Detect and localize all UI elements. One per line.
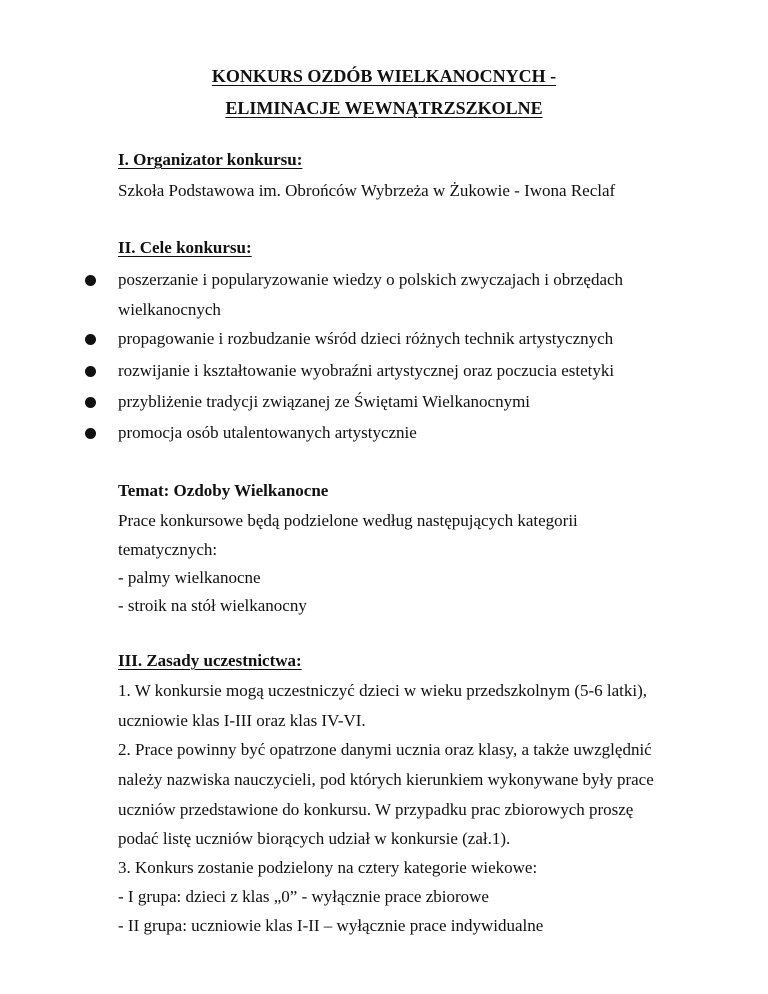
rules-line-1: 1. W konkursie mogą uczestniczyć dzieci w wieku przedszkolnym (5-6 latki),	[118, 681, 648, 700]
rules-line-8: - I grupa: dzieci z klas „0” - wyłącznie prace zbiorowe	[118, 887, 489, 906]
bullet-icon	[85, 428, 96, 439]
rules-line-6: podać listę uczniów biorących udział w konkursie (zał.1).	[118, 829, 511, 848]
goal-item-3: rozwijanie i kształtowanie wyobraźni artystycznej oraz poczucia estetyki	[118, 361, 615, 380]
goal-item-5: promocja osób utalentowanych artystycznie	[118, 423, 417, 442]
document-title-line-1: KONKURS OZDÓB WIELKANOCNYCH -	[211, 66, 557, 86]
document-title-line-2: ELIMINACJE WEWNĄTRZSZKOLNE	[225, 98, 543, 118]
rules-line-9: - II grupa: uczniowie klas I-II – wyłącznie prace indywidualne	[118, 916, 544, 935]
rules-line-7: 3. Konkurs zostanie podzielony na cztery kategorie wiekowe:	[118, 858, 538, 877]
theme-line-3: - palmy wielkanocne	[118, 568, 261, 587]
bullet-icon	[85, 275, 96, 286]
goal-item-4: przybliżenie tradycji związanej ze Świętami Wielkanocnymi	[118, 392, 531, 411]
rules-line-4: należy nazwiska nauczycieli, pod których kierunkiem wykonywane były prace	[118, 770, 654, 789]
section-rules-heading: III. Zasady uczestnictwa:	[118, 651, 302, 670]
rules-line-3: 2. Prace powinny być opatrzone danymi ucznia oraz klasy, a także uwzględnić	[118, 740, 652, 759]
rules-line-2: uczniowie klas I-III oraz klas IV-VI.	[118, 711, 366, 730]
bullet-icon	[85, 334, 96, 345]
bullet-icon	[85, 397, 96, 408]
theme-line-2: tematycznych:	[118, 540, 218, 559]
theme-line-4: - stroik na stół wielkanocny	[118, 596, 307, 615]
theme-line-1: Prace konkursowe będą podzielone według następujących kategorii	[118, 511, 578, 530]
organizer-text: Szkoła Podstawowa im. Obrońców Wybrzeża w Żukowie - Iwona Reclaf	[118, 181, 616, 200]
goal-item-1: poszerzanie i popularyzowanie wiedzy o polskich zwyczajach i obrzędach	[118, 270, 624, 289]
section-organizer-heading: I. Organizator konkursu:	[118, 150, 303, 169]
bullet-icon	[85, 366, 96, 377]
goal-item-1-continued: wielkanocnych	[118, 300, 221, 319]
section-goals-heading: II. Cele konkursu:	[118, 238, 252, 257]
rules-line-5: uczniów przedstawione do konkursu. W przypadku prac zbiorowych proszę	[118, 800, 634, 819]
theme-heading: Temat: Ozdoby Wielkanocne	[118, 481, 329, 500]
goal-item-2: propagowanie i rozbudzanie wśród dzieci różnych technik artystycznych	[118, 329, 614, 348]
